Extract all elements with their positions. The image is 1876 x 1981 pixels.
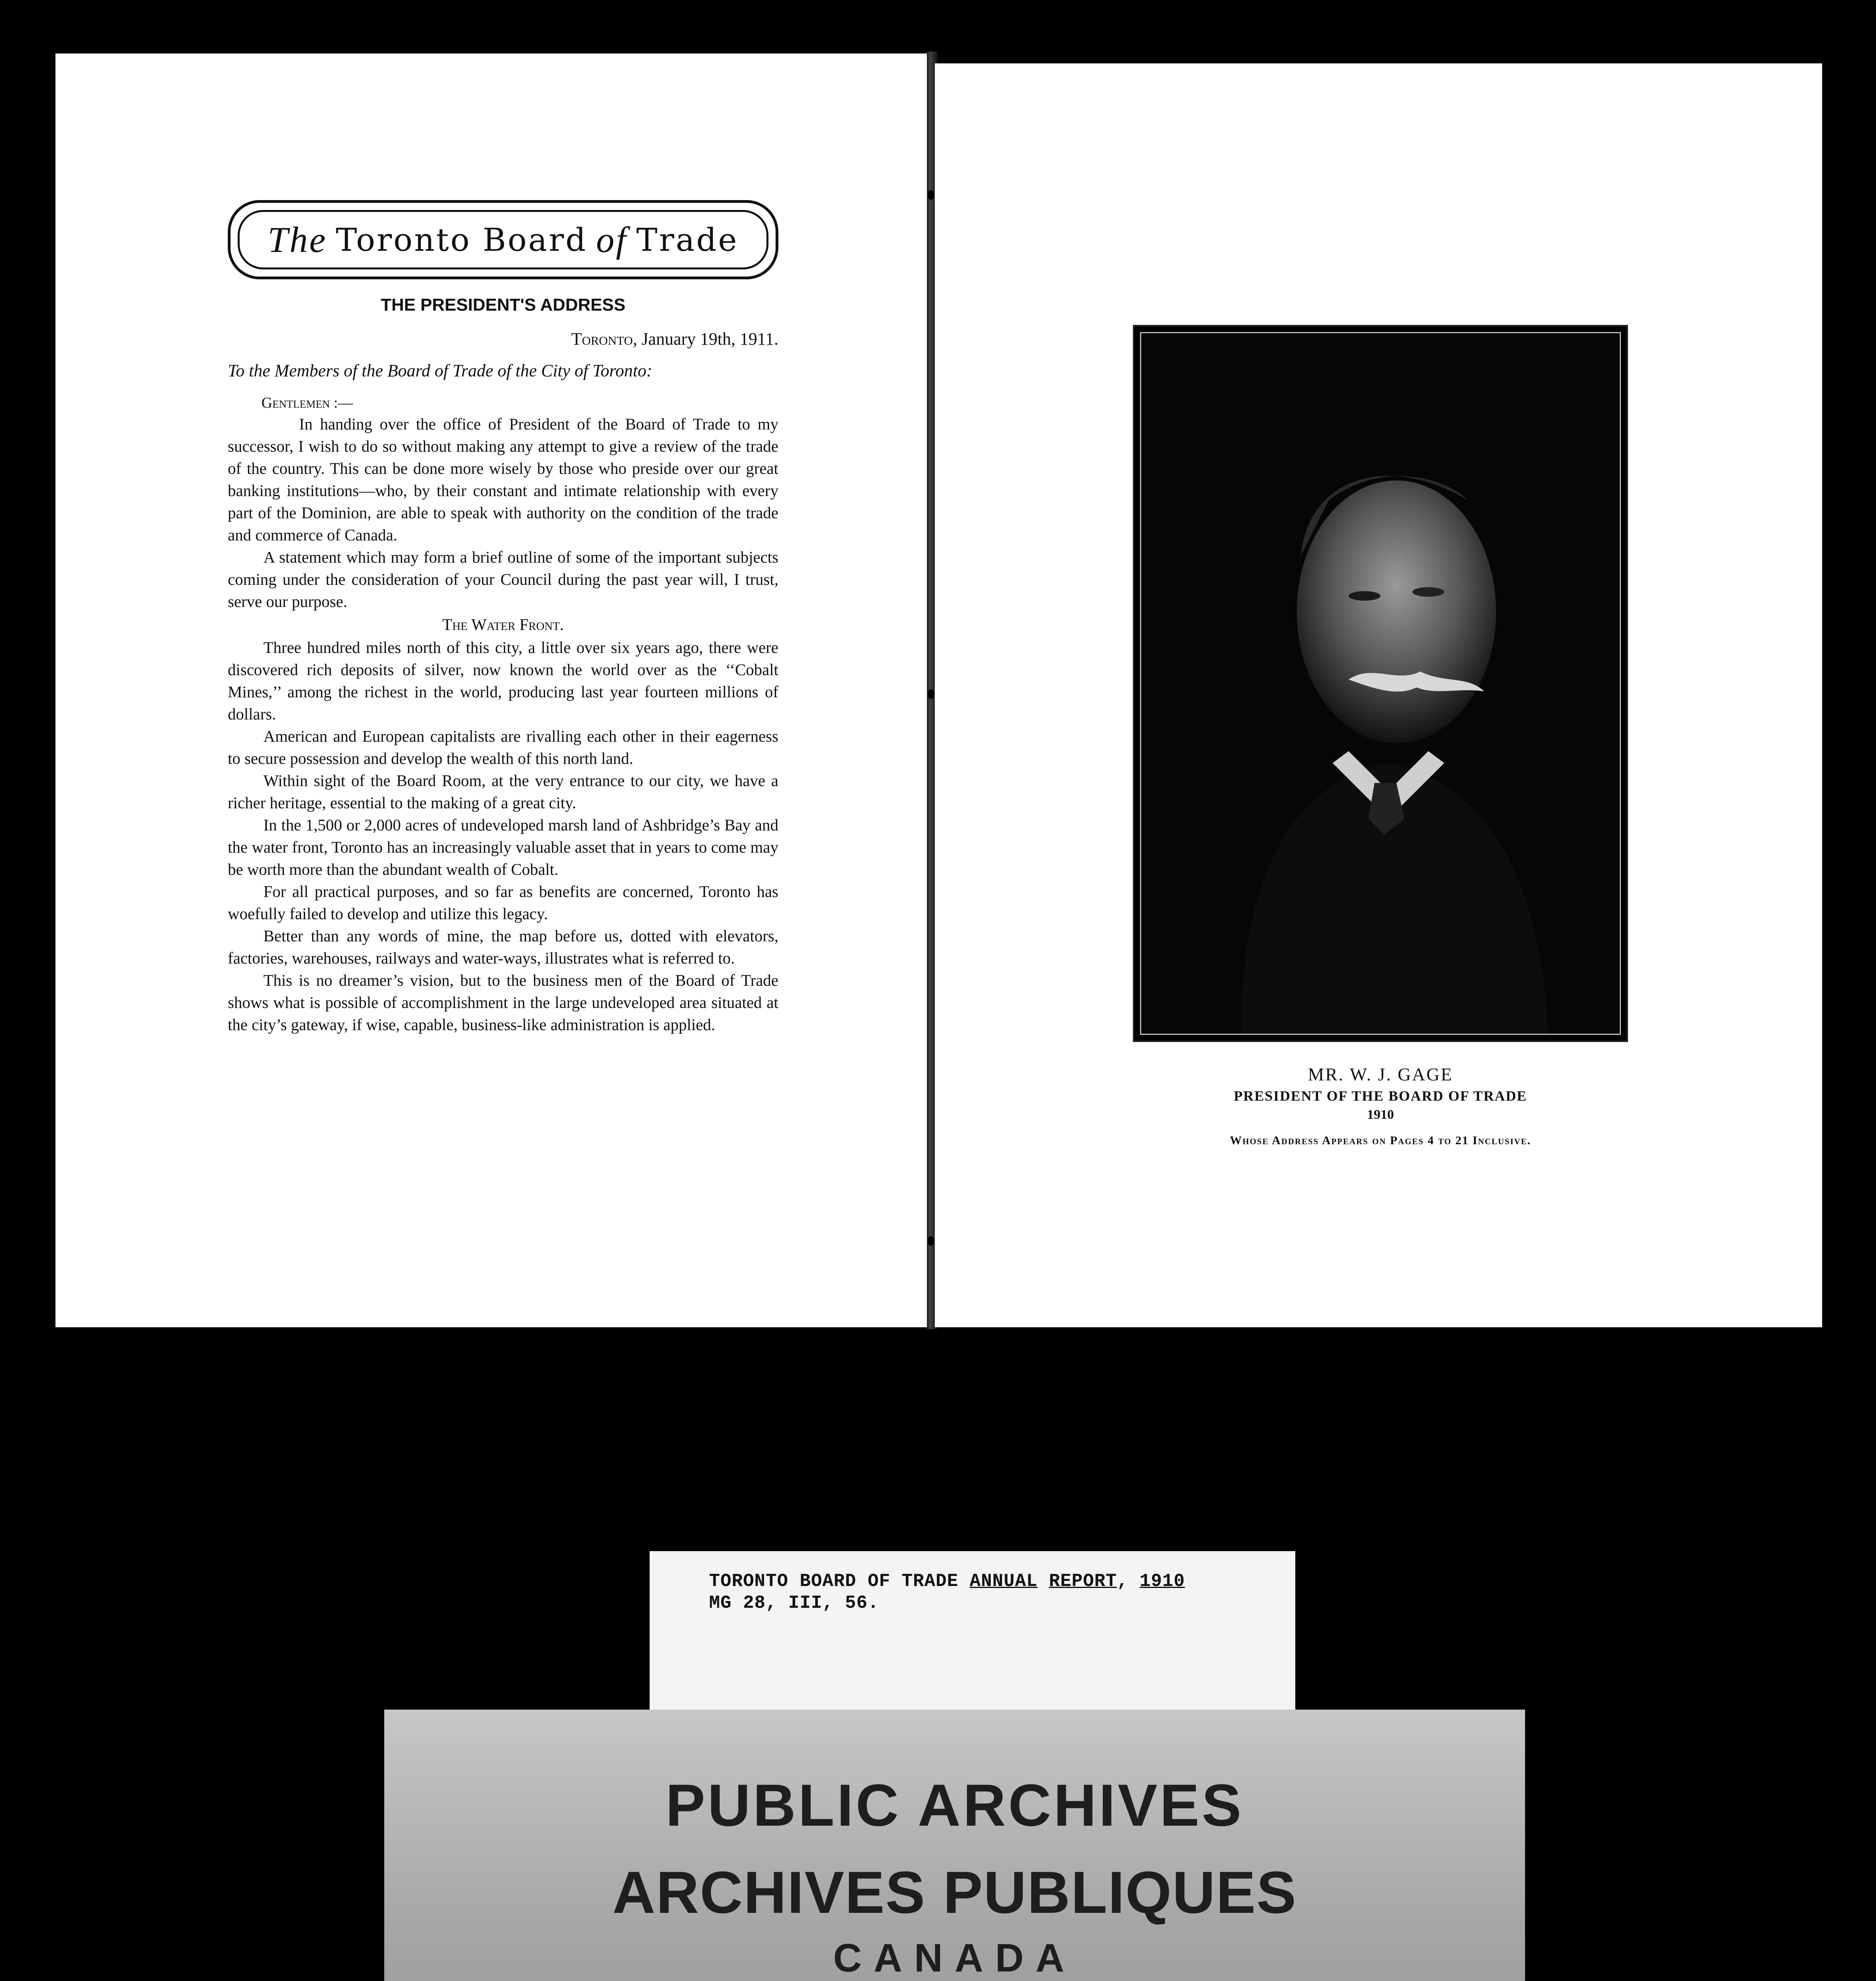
paragraph: American and European capitalists are rivalling each other in their eagerness to secure possession and develop the wealth of this north land. (228, 727, 778, 767)
address-body (228, 413, 778, 1036)
card-comma: , (1117, 1571, 1140, 1592)
section-heading: The Water Front. (442, 615, 564, 634)
portrait-illustration (1141, 333, 1620, 1034)
paragraph: A statement which may form a brief outline of some of the important subjects coming under the consideration of your Council during the past year will, I trust, serve our purpose. (228, 548, 778, 611)
archive-reference-card (650, 1551, 1295, 1710)
salutation: To the Members of the Board of Trade of the City of Toronto: (228, 361, 652, 380)
card-report: REPORT (1049, 1571, 1117, 1592)
masthead-of: of (596, 219, 628, 260)
portrait-caption-title: PRESIDENT OF THE BOARD OF TRADE (1234, 1088, 1527, 1104)
stamp-line-english: PUBLIC ARCHIVES (665, 1772, 1244, 1838)
portrait-frame (1133, 325, 1628, 1042)
stamp-line-country: CANADA (833, 1936, 1076, 1980)
masthead-title (238, 210, 768, 269)
dateline-date: , January 19th, 1911. (633, 329, 778, 349)
gentlemen-greeting: Gentlemen :— (261, 395, 353, 411)
stamp-line-french: ARCHIVES PUBLIQUES (612, 1859, 1297, 1926)
card-prefix: TORONTO BOARD OF TRADE (709, 1571, 970, 1592)
paragraph: In the 1,500 or 2,000 acres of undeveloped marsh land of Ashbridge’s Bay and the water front, Toronto has an increasingly valuable asset that in years to come may be worth more than the abundant wealth of Cobalt. (228, 816, 778, 878)
paragraph: For all practical purposes, and so far as benefits are concerned, Toronto has woefully failed to develop and utilize this legacy. (228, 882, 778, 923)
masthead (228, 200, 778, 279)
masthead-trade: Trade (636, 221, 739, 258)
dateline-place: Toronto (571, 329, 633, 349)
archive-stamp (384, 1710, 1525, 1981)
portrait-caption-note: Whose Address Appears on Pages 4 to 21 Inclusive. (1230, 1134, 1531, 1147)
spine-binding-mark (928, 689, 934, 699)
dateline (228, 329, 778, 349)
paragraph: Within sight of the Board Room, at the very entrance to our city, we have a richer heritage, essential to the making of a great city. (228, 771, 778, 812)
card-reference-line: MG 28, III, 56. (709, 1593, 879, 1613)
paragraph: Better than any words of mine, the map before us, dotted with elevators, factories, warehouses, railways and water-ways, illustrates what is referred to. (228, 927, 778, 967)
masthead-the: The (267, 219, 327, 260)
card-year: 1910 (1140, 1571, 1185, 1592)
paragraph: This is no dreamer’s vision, but to the business men of the Board of Trade shows what is possible of accomplishment in the large undeveloped area situated at the city’s gateway, if wise, capable, business-like administration is applied. (228, 971, 778, 1034)
card-annual: ANNUAL (969, 1571, 1038, 1592)
paragraph: Three hundred miles north of this city, a little over six years ago, there were discovered rich deposits of silver, now known the world over as the ‘‘Cobalt Mines,’’ among the richest in the world, producing last year fourteen millions of dollars. (228, 638, 778, 723)
spine-binding-mark (928, 190, 934, 200)
address-title: THE PRESIDENT'S ADDRESS (381, 295, 625, 315)
card-title-line (709, 1571, 1185, 1592)
portrait-caption-name: MR. W. J. GAGE (1308, 1064, 1453, 1084)
spine-binding-mark (928, 1236, 934, 1246)
portrait-photo (1140, 332, 1621, 1035)
paragraph: In handing over the office of President of the Board of Trade to my successor, I wish to do so without making any attempt to give a review of the trade of the country. This can be done more wisely by those who preside over our great banking institutions—who, by their constant and intimate relationship with every part of the Dominion, are able to speak with authority on the condition of the trade and commerce of Canada. (228, 415, 778, 544)
portrait-caption-year: 1910 (1367, 1107, 1394, 1122)
masthead-toronto-board: Toronto Board (336, 221, 587, 258)
